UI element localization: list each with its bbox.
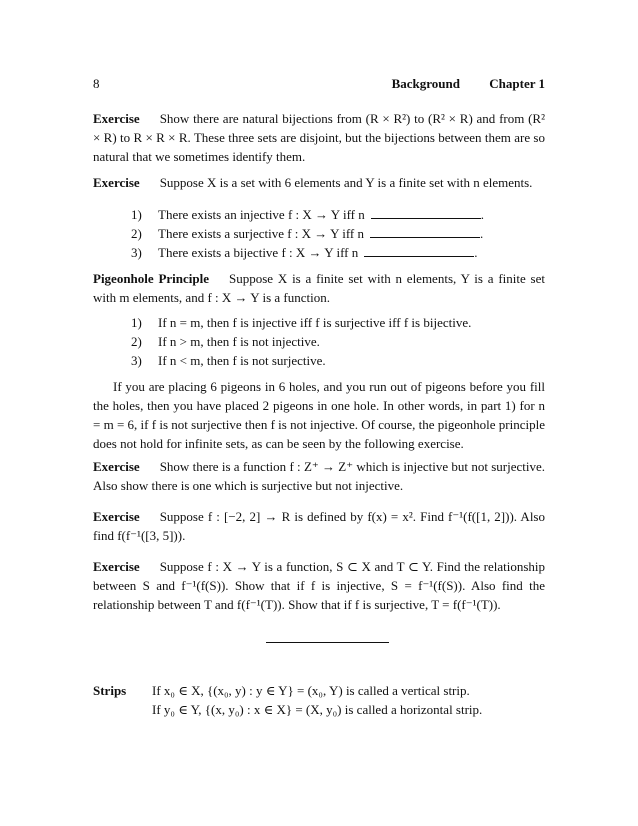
exercise-text: Suppose X is a set with 6 elements and Y is a finite set with n elements. — [159, 175, 533, 190]
strips-label: Strips — [93, 683, 127, 698]
exercise-text: Show there are natural bijections from (R × R²) to (R² × R) and from (R² × R) to R × R × R. These three sets are disjoint, but the bijections between them are so natural that we sometimes identify them. — [93, 111, 545, 164]
exercise-label: Exercise — [93, 459, 140, 474]
pigeonhole-list — [131, 313, 545, 370]
item-text: There exists a surjective f : X → Y iff n — [158, 226, 365, 241]
exercise-functions-list — [131, 205, 545, 262]
item-period: . — [474, 245, 478, 260]
exercise-bijections — [93, 109, 545, 166]
item-number: 3) — [131, 245, 142, 260]
item-text: If n = m, then f is injective iff f is surjective iff f is bijective. — [158, 315, 472, 330]
chapter-title: Chapter 1 — [489, 76, 545, 91]
item-text: There exists an injective f : X → Y iff n — [158, 207, 365, 222]
list-item — [131, 243, 545, 262]
exercise-preimage — [93, 507, 545, 545]
pigeonhole-principle — [93, 269, 545, 307]
exercise-label: Exercise — [93, 175, 140, 190]
exercise-functions — [93, 173, 545, 192]
horizontal-strip-line: If y₀ ∈ Y, {(x, y₀) : x ∈ X} = (X, y₀) is called a horizontal strip. — [152, 702, 483, 717]
section-title: Background — [391, 76, 460, 91]
item-text: There exists a bijective f : X → Y iff n — [158, 245, 359, 260]
list-item — [131, 224, 545, 243]
list-item — [131, 205, 545, 224]
exercise-text: Show there is a function f : Z⁺ → Z⁺ which is injective but not surjective. Also show there is one which is surjective but not injective. — [93, 459, 545, 493]
item-period: . — [480, 226, 484, 241]
item-number: 1) — [131, 315, 142, 330]
answer-blank[interactable] — [370, 237, 480, 238]
item-number: 3) — [131, 353, 142, 368]
exercise-label: Exercise — [93, 509, 140, 524]
list-item — [131, 351, 545, 370]
principle-label: Pigeonhole Principle — [93, 271, 210, 286]
item-number: 2) — [131, 334, 142, 349]
item-number: 2) — [131, 226, 142, 241]
exercise-label: Exercise — [93, 111, 140, 126]
exercise-label: Exercise — [93, 559, 140, 574]
exercise-text: Suppose f : [−2, 2] → R is defined by f(x) = x². Find f⁻¹(f([1, 2])). Also find f(f⁻¹([3, 5])). — [93, 509, 545, 543]
exercise-subsets — [93, 557, 545, 614]
page-header — [93, 74, 545, 94]
list-item — [131, 313, 545, 332]
principle-text: Suppose X is a finite set with n elements, Y is a finite set with m elements, and f : X → Y is a function. — [93, 271, 545, 305]
list-item — [131, 332, 545, 351]
item-period: . — [480, 207, 484, 222]
page-number: 8 — [93, 76, 100, 91]
section-divider — [266, 642, 389, 643]
exercise-injective-not-surjective — [93, 457, 545, 495]
item-text: If n > m, then f is not injective. — [158, 334, 320, 349]
item-number: 1) — [131, 207, 142, 222]
answer-blank[interactable] — [364, 256, 474, 257]
pigeon-paragraph: If you are placing 6 pigeons in 6 holes, and you run out of pigeons before you fill the holes, then you have placed 2 pigeons in one hole. In other words, in part 1) for n = m = 6, if f is not surjective then f is not injective. Of course, the pigeonhole principle does not hold for infinite sets, as can be seen by the following exercise. — [93, 379, 545, 451]
vertical-strip-line: If x₀ ∈ X, {(x₀, y) : y ∈ Y} = (x₀, Y) is called a vertical strip. — [152, 683, 470, 698]
answer-blank[interactable] — [371, 218, 481, 219]
exercise-text: Suppose f : X → Y is a function, S ⊂ X and T ⊂ Y. Find the relationship between S and f⁻¹(f(S)). Show that if f is injective, S = f⁻¹(f(S)). Also find the relationship between T and f(f⁻¹(T)). Show that if f is surjective, T = f(f⁻¹(T)). — [93, 559, 545, 612]
item-text: If n < m, then f is not surjective. — [158, 353, 326, 368]
